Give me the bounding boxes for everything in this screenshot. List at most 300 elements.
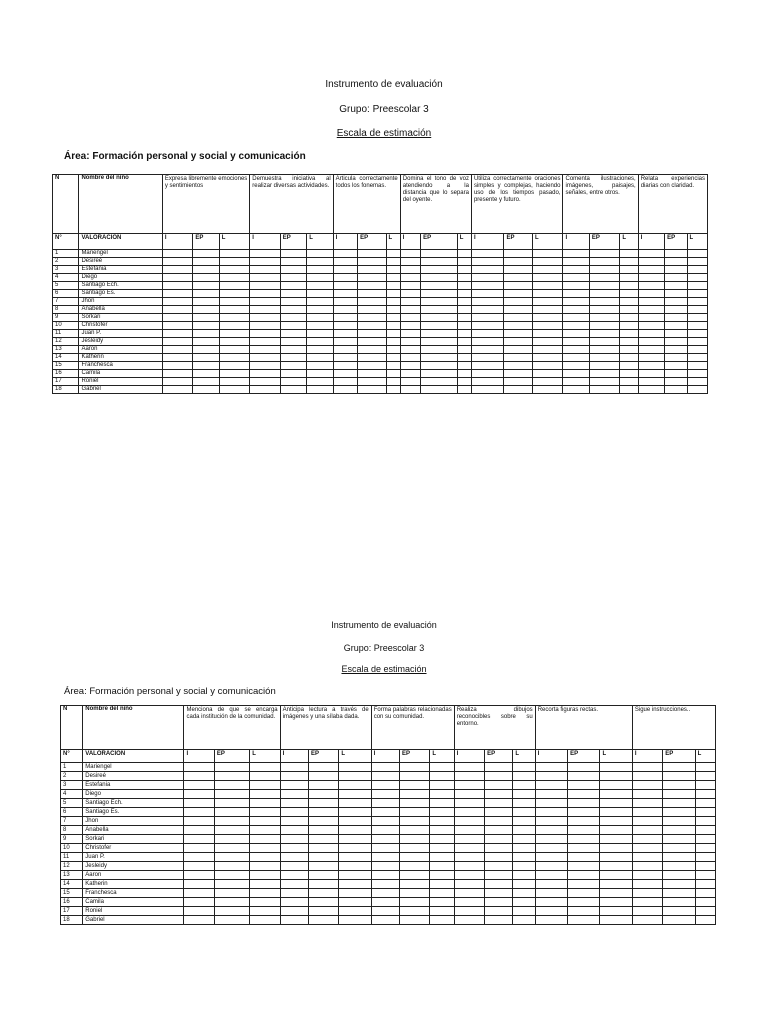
- rating-cell-l[interactable]: [695, 862, 715, 871]
- rating-cell-l[interactable]: [219, 378, 250, 386]
- rating-cell-i[interactable]: [454, 763, 484, 772]
- rating-cell-l[interactable]: [695, 889, 715, 898]
- rating-cell-l[interactable]: [532, 298, 563, 306]
- rating-cell-i[interactable]: [333, 322, 357, 330]
- rating-cell-i[interactable]: [454, 790, 484, 799]
- rating-cell-l[interactable]: [620, 354, 638, 362]
- rating-cell-ep[interactable]: [214, 916, 249, 925]
- rating-cell-l[interactable]: [307, 250, 333, 258]
- rating-cell-i[interactable]: [162, 290, 193, 298]
- rating-cell-i[interactable]: [632, 826, 662, 835]
- rating-cell-l[interactable]: [339, 790, 371, 799]
- rating-cell-l[interactable]: [430, 880, 454, 889]
- rating-cell-l[interactable]: [600, 853, 632, 862]
- rating-cell-i[interactable]: [563, 250, 589, 258]
- rating-cell-l[interactable]: [600, 916, 632, 925]
- rating-cell-l[interactable]: [600, 844, 632, 853]
- rating-cell-ep[interactable]: [485, 790, 513, 799]
- rating-cell-ep[interactable]: [504, 250, 532, 258]
- rating-cell-ep[interactable]: [358, 298, 386, 306]
- rating-cell-ep[interactable]: [589, 338, 620, 346]
- rating-cell-l[interactable]: [386, 306, 400, 314]
- rating-cell-l[interactable]: [695, 817, 715, 826]
- rating-cell-i[interactable]: [280, 907, 308, 916]
- rating-cell-l[interactable]: [695, 916, 715, 925]
- rating-cell-i[interactable]: [563, 306, 589, 314]
- rating-cell-l[interactable]: [600, 880, 632, 889]
- rating-cell-l[interactable]: [532, 330, 563, 338]
- rating-cell-i[interactable]: [471, 282, 504, 290]
- rating-cell-ep[interactable]: [400, 844, 430, 853]
- rating-cell-ep[interactable]: [214, 781, 249, 790]
- rating-cell-i[interactable]: [563, 386, 589, 394]
- rating-cell-ep[interactable]: [589, 250, 620, 258]
- rating-cell-i[interactable]: [563, 298, 589, 306]
- rating-cell-ep[interactable]: [504, 290, 532, 298]
- rating-cell-ep[interactable]: [214, 817, 249, 826]
- rating-cell-l[interactable]: [339, 853, 371, 862]
- rating-cell-ep[interactable]: [280, 330, 306, 338]
- rating-cell-i[interactable]: [280, 808, 308, 817]
- rating-cell-ep[interactable]: [568, 790, 600, 799]
- rating-cell-l[interactable]: [457, 274, 471, 282]
- rating-cell-ep[interactable]: [308, 835, 338, 844]
- rating-cell-i[interactable]: [184, 907, 214, 916]
- rating-cell-l[interactable]: [687, 346, 707, 354]
- rating-cell-ep[interactable]: [400, 907, 430, 916]
- rating-cell-ep[interactable]: [589, 378, 620, 386]
- rating-cell-i[interactable]: [400, 282, 420, 290]
- rating-cell-l[interactable]: [339, 835, 371, 844]
- rating-cell-i[interactable]: [638, 258, 664, 266]
- rating-cell-i[interactable]: [632, 853, 662, 862]
- rating-cell-i[interactable]: [535, 916, 567, 925]
- rating-cell-l[interactable]: [307, 330, 333, 338]
- rating-cell-l[interactable]: [620, 314, 638, 322]
- rating-cell-l[interactable]: [513, 826, 535, 835]
- rating-cell-ep[interactable]: [568, 835, 600, 844]
- rating-cell-i[interactable]: [454, 826, 484, 835]
- rating-cell-i[interactable]: [632, 844, 662, 853]
- rating-cell-i[interactable]: [454, 772, 484, 781]
- rating-cell-l[interactable]: [532, 282, 563, 290]
- rating-cell-l[interactable]: [219, 354, 250, 362]
- rating-cell-ep[interactable]: [485, 889, 513, 898]
- rating-cell-i[interactable]: [280, 880, 308, 889]
- rating-cell-l[interactable]: [600, 907, 632, 916]
- rating-cell-ep[interactable]: [308, 844, 338, 853]
- rating-cell-l[interactable]: [513, 763, 535, 772]
- rating-cell-l[interactable]: [457, 250, 471, 258]
- rating-cell-l[interactable]: [339, 781, 371, 790]
- rating-cell-l[interactable]: [386, 298, 400, 306]
- rating-cell-ep[interactable]: [400, 817, 430, 826]
- rating-cell-ep[interactable]: [663, 844, 695, 853]
- rating-cell-ep[interactable]: [358, 370, 386, 378]
- rating-cell-ep[interactable]: [665, 322, 687, 330]
- rating-cell-ep[interactable]: [589, 274, 620, 282]
- rating-cell-ep[interactable]: [665, 298, 687, 306]
- rating-cell-l[interactable]: [339, 844, 371, 853]
- rating-cell-l[interactable]: [687, 330, 707, 338]
- rating-cell-l[interactable]: [457, 386, 471, 394]
- rating-cell-ep[interactable]: [308, 853, 338, 862]
- rating-cell-i[interactable]: [400, 290, 420, 298]
- rating-cell-ep[interactable]: [589, 346, 620, 354]
- rating-cell-i[interactable]: [563, 274, 589, 282]
- rating-cell-i[interactable]: [535, 799, 567, 808]
- rating-cell-i[interactable]: [250, 266, 281, 274]
- rating-cell-l[interactable]: [687, 354, 707, 362]
- rating-cell-l[interactable]: [307, 306, 333, 314]
- rating-cell-ep[interactable]: [568, 826, 600, 835]
- rating-cell-ep[interactable]: [308, 808, 338, 817]
- rating-cell-ep[interactable]: [193, 314, 219, 322]
- rating-cell-i[interactable]: [333, 258, 357, 266]
- rating-cell-ep[interactable]: [504, 370, 532, 378]
- rating-cell-ep[interactable]: [663, 817, 695, 826]
- rating-cell-l[interactable]: [307, 298, 333, 306]
- rating-cell-ep[interactable]: [485, 808, 513, 817]
- rating-cell-l[interactable]: [386, 282, 400, 290]
- rating-cell-i[interactable]: [184, 772, 214, 781]
- rating-cell-ep[interactable]: [193, 266, 219, 274]
- rating-cell-i[interactable]: [632, 763, 662, 772]
- rating-cell-l[interactable]: [687, 282, 707, 290]
- rating-cell-l[interactable]: [532, 258, 563, 266]
- rating-cell-l[interactable]: [687, 266, 707, 274]
- rating-cell-l[interactable]: [513, 808, 535, 817]
- rating-cell-l[interactable]: [250, 862, 280, 871]
- rating-cell-ep[interactable]: [421, 346, 458, 354]
- rating-cell-l[interactable]: [620, 370, 638, 378]
- rating-cell-l[interactable]: [620, 282, 638, 290]
- rating-cell-i[interactable]: [638, 386, 664, 394]
- rating-cell-i[interactable]: [535, 862, 567, 871]
- rating-cell-l[interactable]: [457, 354, 471, 362]
- rating-cell-ep[interactable]: [663, 763, 695, 772]
- rating-cell-i[interactable]: [184, 898, 214, 907]
- rating-cell-i[interactable]: [333, 346, 357, 354]
- rating-cell-i[interactable]: [250, 290, 281, 298]
- rating-cell-l[interactable]: [219, 290, 250, 298]
- rating-cell-i[interactable]: [563, 322, 589, 330]
- rating-cell-i[interactable]: [638, 290, 664, 298]
- rating-cell-i[interactable]: [333, 386, 357, 394]
- rating-cell-l[interactable]: [532, 338, 563, 346]
- rating-cell-i[interactable]: [632, 772, 662, 781]
- rating-cell-ep[interactable]: [589, 362, 620, 370]
- rating-cell-l[interactable]: [532, 266, 563, 274]
- rating-cell-l[interactable]: [695, 781, 715, 790]
- rating-cell-ep[interactable]: [280, 274, 306, 282]
- rating-cell-l[interactable]: [307, 314, 333, 322]
- rating-cell-l[interactable]: [219, 370, 250, 378]
- rating-cell-l[interactable]: [513, 853, 535, 862]
- rating-cell-l[interactable]: [532, 354, 563, 362]
- rating-cell-i[interactable]: [454, 889, 484, 898]
- rating-cell-i[interactable]: [632, 781, 662, 790]
- rating-cell-ep[interactable]: [358, 274, 386, 282]
- rating-cell-l[interactable]: [339, 826, 371, 835]
- rating-cell-ep[interactable]: [193, 362, 219, 370]
- rating-cell-l[interactable]: [219, 274, 250, 282]
- rating-cell-l[interactable]: [250, 799, 280, 808]
- rating-cell-ep[interactable]: [358, 378, 386, 386]
- rating-cell-i[interactable]: [563, 314, 589, 322]
- rating-cell-i[interactable]: [638, 266, 664, 274]
- rating-cell-i[interactable]: [250, 298, 281, 306]
- rating-cell-ep[interactable]: [358, 354, 386, 362]
- rating-cell-l[interactable]: [386, 362, 400, 370]
- rating-cell-l[interactable]: [620, 258, 638, 266]
- rating-cell-i[interactable]: [162, 266, 193, 274]
- rating-cell-ep[interactable]: [400, 808, 430, 817]
- rating-cell-l[interactable]: [513, 835, 535, 844]
- rating-cell-i[interactable]: [250, 314, 281, 322]
- rating-cell-ep[interactable]: [504, 266, 532, 274]
- rating-cell-ep[interactable]: [193, 378, 219, 386]
- rating-cell-l[interactable]: [430, 916, 454, 925]
- rating-cell-ep[interactable]: [421, 314, 458, 322]
- rating-cell-ep[interactable]: [280, 362, 306, 370]
- rating-cell-l[interactable]: [307, 258, 333, 266]
- rating-cell-i[interactable]: [162, 338, 193, 346]
- rating-cell-l[interactable]: [620, 386, 638, 394]
- rating-cell-l[interactable]: [532, 306, 563, 314]
- rating-cell-ep[interactable]: [568, 817, 600, 826]
- rating-cell-l[interactable]: [687, 298, 707, 306]
- rating-cell-i[interactable]: [535, 889, 567, 898]
- rating-cell-ep[interactable]: [193, 298, 219, 306]
- rating-cell-ep[interactable]: [421, 250, 458, 258]
- rating-cell-ep[interactable]: [214, 907, 249, 916]
- rating-cell-i[interactable]: [184, 853, 214, 862]
- rating-cell-i[interactable]: [162, 378, 193, 386]
- rating-cell-l[interactable]: [695, 763, 715, 772]
- rating-cell-i[interactable]: [632, 862, 662, 871]
- rating-cell-l[interactable]: [600, 862, 632, 871]
- rating-cell-i[interactable]: [632, 889, 662, 898]
- rating-cell-i[interactable]: [638, 298, 664, 306]
- rating-cell-ep[interactable]: [485, 907, 513, 916]
- rating-cell-i[interactable]: [454, 808, 484, 817]
- rating-cell-i[interactable]: [250, 346, 281, 354]
- rating-cell-l[interactable]: [695, 799, 715, 808]
- rating-cell-i[interactable]: [535, 790, 567, 799]
- rating-cell-l[interactable]: [307, 274, 333, 282]
- rating-cell-i[interactable]: [563, 282, 589, 290]
- rating-cell-l[interactable]: [250, 853, 280, 862]
- rating-cell-l[interactable]: [307, 370, 333, 378]
- rating-cell-ep[interactable]: [280, 290, 306, 298]
- rating-cell-ep[interactable]: [193, 290, 219, 298]
- rating-cell-ep[interactable]: [308, 763, 338, 772]
- rating-cell-ep[interactable]: [665, 314, 687, 322]
- rating-cell-l[interactable]: [339, 889, 371, 898]
- rating-cell-i[interactable]: [535, 853, 567, 862]
- rating-cell-ep[interactable]: [665, 274, 687, 282]
- rating-cell-ep[interactable]: [504, 338, 532, 346]
- rating-cell-ep[interactable]: [663, 889, 695, 898]
- rating-cell-i[interactable]: [250, 322, 281, 330]
- rating-cell-ep[interactable]: [308, 781, 338, 790]
- rating-cell-l[interactable]: [250, 880, 280, 889]
- rating-cell-i[interactable]: [162, 274, 193, 282]
- rating-cell-ep[interactable]: [214, 889, 249, 898]
- rating-cell-i[interactable]: [400, 314, 420, 322]
- rating-cell-l[interactable]: [620, 250, 638, 258]
- rating-cell-i[interactable]: [333, 378, 357, 386]
- rating-cell-l[interactable]: [430, 907, 454, 916]
- rating-cell-ep[interactable]: [214, 871, 249, 880]
- rating-cell-l[interactable]: [695, 907, 715, 916]
- rating-cell-i[interactable]: [471, 298, 504, 306]
- rating-cell-i[interactable]: [250, 354, 281, 362]
- rating-cell-ep[interactable]: [280, 346, 306, 354]
- rating-cell-l[interactable]: [430, 844, 454, 853]
- rating-cell-ep[interactable]: [280, 322, 306, 330]
- rating-cell-i[interactable]: [333, 338, 357, 346]
- rating-cell-i[interactable]: [638, 282, 664, 290]
- rating-cell-ep[interactable]: [589, 282, 620, 290]
- rating-cell-i[interactable]: [162, 298, 193, 306]
- rating-cell-i[interactable]: [563, 258, 589, 266]
- rating-cell-ep[interactable]: [358, 346, 386, 354]
- rating-cell-ep[interactable]: [214, 763, 249, 772]
- rating-cell-ep[interactable]: [421, 306, 458, 314]
- rating-cell-l[interactable]: [457, 322, 471, 330]
- rating-cell-i[interactable]: [162, 322, 193, 330]
- rating-cell-l[interactable]: [513, 844, 535, 853]
- rating-cell-l[interactable]: [430, 871, 454, 880]
- rating-cell-i[interactable]: [638, 330, 664, 338]
- rating-cell-i[interactable]: [280, 772, 308, 781]
- rating-cell-l[interactable]: [457, 306, 471, 314]
- rating-cell-l[interactable]: [695, 808, 715, 817]
- rating-cell-l[interactable]: [695, 844, 715, 853]
- rating-cell-ep[interactable]: [193, 322, 219, 330]
- rating-cell-l[interactable]: [307, 290, 333, 298]
- rating-cell-i[interactable]: [333, 298, 357, 306]
- rating-cell-i[interactable]: [400, 338, 420, 346]
- rating-cell-l[interactable]: [687, 378, 707, 386]
- rating-cell-i[interactable]: [250, 330, 281, 338]
- rating-cell-l[interactable]: [307, 354, 333, 362]
- rating-cell-ep[interactable]: [400, 772, 430, 781]
- rating-cell-l[interactable]: [219, 314, 250, 322]
- rating-cell-i[interactable]: [535, 826, 567, 835]
- rating-cell-ep[interactable]: [504, 378, 532, 386]
- rating-cell-ep[interactable]: [421, 298, 458, 306]
- rating-cell-l[interactable]: [600, 898, 632, 907]
- rating-cell-i[interactable]: [162, 258, 193, 266]
- rating-cell-l[interactable]: [695, 880, 715, 889]
- rating-cell-l[interactable]: [457, 258, 471, 266]
- rating-cell-l[interactable]: [219, 250, 250, 258]
- rating-cell-l[interactable]: [513, 916, 535, 925]
- rating-cell-ep[interactable]: [280, 370, 306, 378]
- rating-cell-ep[interactable]: [308, 907, 338, 916]
- rating-cell-l[interactable]: [457, 266, 471, 274]
- rating-cell-l[interactable]: [219, 322, 250, 330]
- rating-cell-l[interactable]: [600, 835, 632, 844]
- rating-cell-i[interactable]: [563, 338, 589, 346]
- rating-cell-ep[interactable]: [421, 386, 458, 394]
- rating-cell-ep[interactable]: [400, 790, 430, 799]
- rating-cell-l[interactable]: [687, 322, 707, 330]
- rating-cell-i[interactable]: [280, 817, 308, 826]
- rating-cell-ep[interactable]: [193, 306, 219, 314]
- rating-cell-l[interactable]: [386, 330, 400, 338]
- rating-cell-ep[interactable]: [400, 826, 430, 835]
- rating-cell-l[interactable]: [386, 346, 400, 354]
- rating-cell-ep[interactable]: [193, 346, 219, 354]
- rating-cell-ep[interactable]: [504, 298, 532, 306]
- rating-cell-i[interactable]: [471, 330, 504, 338]
- rating-cell-l[interactable]: [250, 790, 280, 799]
- rating-cell-i[interactable]: [632, 835, 662, 844]
- rating-cell-l[interactable]: [687, 250, 707, 258]
- rating-cell-i[interactable]: [400, 322, 420, 330]
- rating-cell-ep[interactable]: [568, 871, 600, 880]
- rating-cell-l[interactable]: [250, 898, 280, 907]
- rating-cell-ep[interactable]: [280, 354, 306, 362]
- rating-cell-l[interactable]: [695, 772, 715, 781]
- rating-cell-i[interactable]: [184, 916, 214, 925]
- rating-cell-l[interactable]: [532, 250, 563, 258]
- rating-cell-ep[interactable]: [485, 772, 513, 781]
- rating-cell-i[interactable]: [454, 907, 484, 916]
- rating-cell-ep[interactable]: [568, 808, 600, 817]
- rating-cell-ep[interactable]: [663, 862, 695, 871]
- rating-cell-l[interactable]: [620, 274, 638, 282]
- rating-cell-l[interactable]: [532, 290, 563, 298]
- rating-cell-l[interactable]: [687, 274, 707, 282]
- rating-cell-ep[interactable]: [665, 346, 687, 354]
- rating-cell-ep[interactable]: [665, 250, 687, 258]
- rating-cell-i[interactable]: [371, 916, 399, 925]
- rating-cell-l[interactable]: [250, 826, 280, 835]
- rating-cell-i[interactable]: [400, 354, 420, 362]
- rating-cell-i[interactable]: [638, 370, 664, 378]
- rating-cell-l[interactable]: [250, 763, 280, 772]
- rating-cell-ep[interactable]: [214, 808, 249, 817]
- rating-cell-l[interactable]: [386, 274, 400, 282]
- rating-cell-i[interactable]: [400, 250, 420, 258]
- rating-cell-l[interactable]: [695, 853, 715, 862]
- rating-cell-ep[interactable]: [589, 314, 620, 322]
- rating-cell-i[interactable]: [333, 370, 357, 378]
- rating-cell-ep[interactable]: [280, 258, 306, 266]
- rating-cell-ep[interactable]: [504, 306, 532, 314]
- rating-cell-l[interactable]: [339, 772, 371, 781]
- rating-cell-i[interactable]: [333, 354, 357, 362]
- rating-cell-i[interactable]: [400, 274, 420, 282]
- rating-cell-i[interactable]: [454, 844, 484, 853]
- rating-cell-ep[interactable]: [665, 386, 687, 394]
- rating-cell-l[interactable]: [457, 338, 471, 346]
- rating-cell-ep[interactable]: [665, 370, 687, 378]
- rating-cell-i[interactable]: [632, 790, 662, 799]
- rating-cell-i[interactable]: [371, 871, 399, 880]
- rating-cell-l[interactable]: [307, 266, 333, 274]
- rating-cell-i[interactable]: [471, 338, 504, 346]
- rating-cell-l[interactable]: [620, 266, 638, 274]
- rating-cell-ep[interactable]: [568, 772, 600, 781]
- rating-cell-ep[interactable]: [485, 916, 513, 925]
- rating-cell-i[interactable]: [454, 880, 484, 889]
